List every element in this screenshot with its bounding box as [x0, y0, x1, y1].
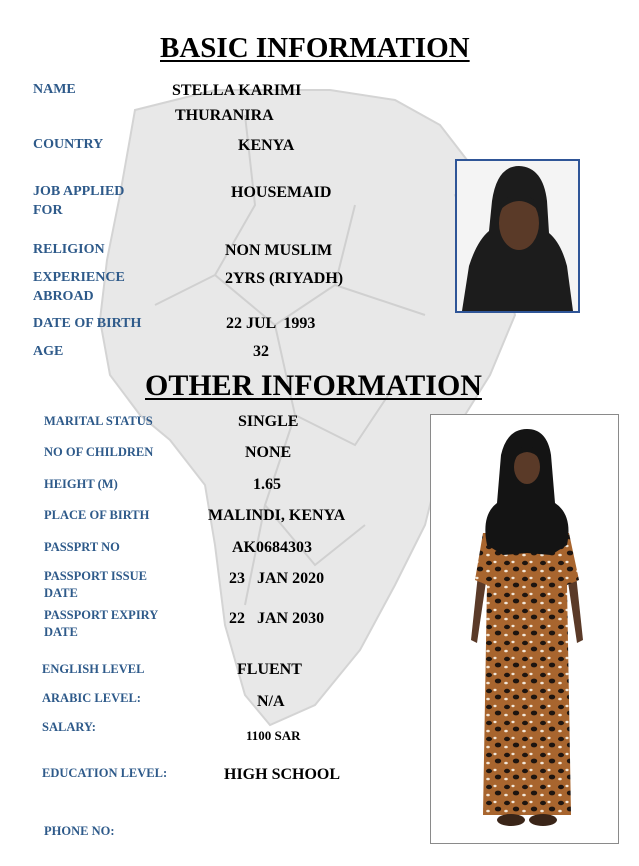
date-of-birth-label: DATE OF BIRTH	[33, 316, 142, 331]
full-body-figure	[431, 415, 618, 843]
passport-no-label: PASSPRT NO	[44, 540, 120, 554]
job-applied-label-line1: JOB APPLIED	[33, 184, 125, 199]
education-level-value: HIGH SCHOOL	[224, 766, 341, 783]
name-value-line2: THURANIRA	[175, 107, 274, 124]
basic-information-heading: BASIC INFORMATION	[160, 32, 470, 64]
passport-issue-date-value: 23 JAN 2020	[229, 570, 325, 587]
religion-label: RELIGION	[33, 242, 105, 257]
experience-abroad-label-line1: EXPERIENCE	[33, 270, 125, 285]
religion-value: NON MUSLIM	[225, 242, 333, 259]
country-label: COUNTRY	[33, 137, 104, 152]
experience-abroad-label-line2: ABROAD	[33, 289, 94, 304]
passport-expiry-date-value: 22 JAN 2030	[229, 610, 325, 627]
height-value: 1.65	[253, 476, 281, 493]
passport-issue-date-label-line1: PASSPORT ISSUE	[44, 569, 147, 583]
passport-issue-date-label-line2: DATE	[44, 586, 78, 600]
arabic-level-value: N/A	[257, 693, 285, 710]
job-applied-value: HOUSEMAID	[231, 184, 332, 201]
english-level-value: FLUENT	[237, 661, 302, 678]
age-label: AGE	[33, 344, 64, 359]
experience-abroad-value: 2YRS (RIYADH)	[225, 270, 344, 287]
marital-status-value: SINGLE	[238, 413, 299, 430]
english-level-label: ENGLISH LEVEL	[42, 662, 145, 676]
name-value-line1: STELLA KARIMI	[172, 82, 302, 99]
date-of-birth-value: 22 JUL 1993	[226, 315, 316, 332]
portrait-figure	[457, 161, 578, 311]
passport-expiry-date-label-line1: PASSPORT EXPIRY	[44, 608, 159, 622]
job-applied-label-line2: FOR	[33, 203, 63, 218]
no-of-children-label: NO OF CHILDREN	[44, 445, 154, 459]
age-value: 32	[253, 343, 269, 360]
portrait-photo	[455, 159, 580, 313]
height-label: HEIGHT (M)	[44, 477, 118, 491]
country-value: KENYA	[238, 137, 295, 154]
arabic-level-label: ARABIC LEVEL:	[42, 691, 141, 705]
salary-label: SALARY:	[42, 720, 96, 734]
passport-no-value: AK0684303	[232, 539, 312, 556]
other-information-heading: OTHER INFORMATION	[145, 369, 482, 402]
place-of-birth-label: PLACE OF BIRTH	[44, 508, 150, 522]
phone-no-label: PHONE NO:	[44, 824, 115, 838]
marital-status-label: MARITAL STATUS	[44, 414, 153, 428]
place-of-birth-value: MALINDI, KENYA	[208, 507, 346, 524]
salary-value: 1100 SAR	[246, 728, 301, 743]
passport-expiry-date-label-line2: DATE	[44, 625, 78, 639]
education-level-label: EDUCATION LEVEL:	[42, 766, 168, 780]
no-of-children-value: NONE	[245, 444, 292, 461]
full-body-photo	[430, 414, 619, 844]
name-label: NAME	[33, 82, 76, 97]
